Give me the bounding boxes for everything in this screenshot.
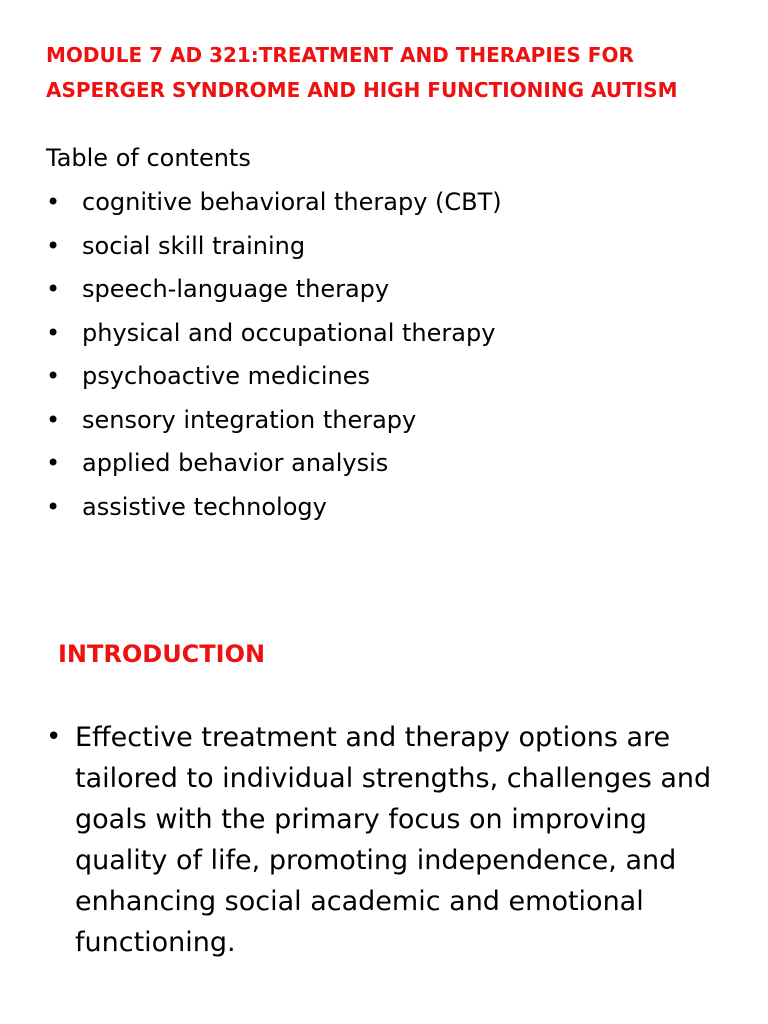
bullet-icon: • — [46, 231, 61, 260]
bullet-icon: • — [46, 492, 61, 521]
toc-heading: Table of contents — [46, 144, 251, 172]
toc-item-label: speech-language therapy — [82, 275, 390, 303]
bullet-icon: • — [46, 362, 61, 390]
intro-line: enhancing social academic and emotional — [75, 886, 644, 917]
toc-item-label: applied behavior analysis — [82, 449, 389, 477]
introduction-heading: INTRODUCTION — [58, 640, 266, 668]
toc-item-label: social skill training — [82, 231, 306, 260]
introduction-text — [75, 717, 711, 963]
toc-item-label: assistive technology — [82, 492, 327, 521]
document-title — [46, 38, 746, 108]
intro-line: tailored to individual strengths, challenges and — [75, 763, 712, 794]
toc-item-label: sensory integration therapy — [82, 405, 417, 434]
title-line-2: ASPERGER SYNDROME AND HIGH FUNCTIONING AUTISM — [46, 78, 678, 102]
bullet-icon: • — [46, 275, 61, 303]
title-line-1: MODULE 7 AD 321:TREATMENT AND THERAPIES FOR — [46, 43, 634, 67]
bullet-icon: • — [46, 405, 61, 434]
intro-line: quality of life, promoting independence, and — [75, 845, 677, 876]
bullet-icon: • — [46, 449, 61, 477]
bullet-icon: • — [46, 722, 62, 752]
intro-line: goals with the primary focus on improving — [75, 804, 647, 835]
intro-line: Effective treatment and therapy options are — [75, 722, 671, 753]
bullet-icon: • — [46, 318, 61, 347]
bullet-icon: • — [46, 188, 61, 216]
toc-item-label: psychoactive medicines — [82, 362, 370, 390]
toc-item-label: physical and occupational therapy — [82, 318, 496, 347]
toc-item-label: cognitive behavioral therapy (CBT) — [82, 188, 502, 216]
intro-line: functioning. — [75, 927, 236, 958]
